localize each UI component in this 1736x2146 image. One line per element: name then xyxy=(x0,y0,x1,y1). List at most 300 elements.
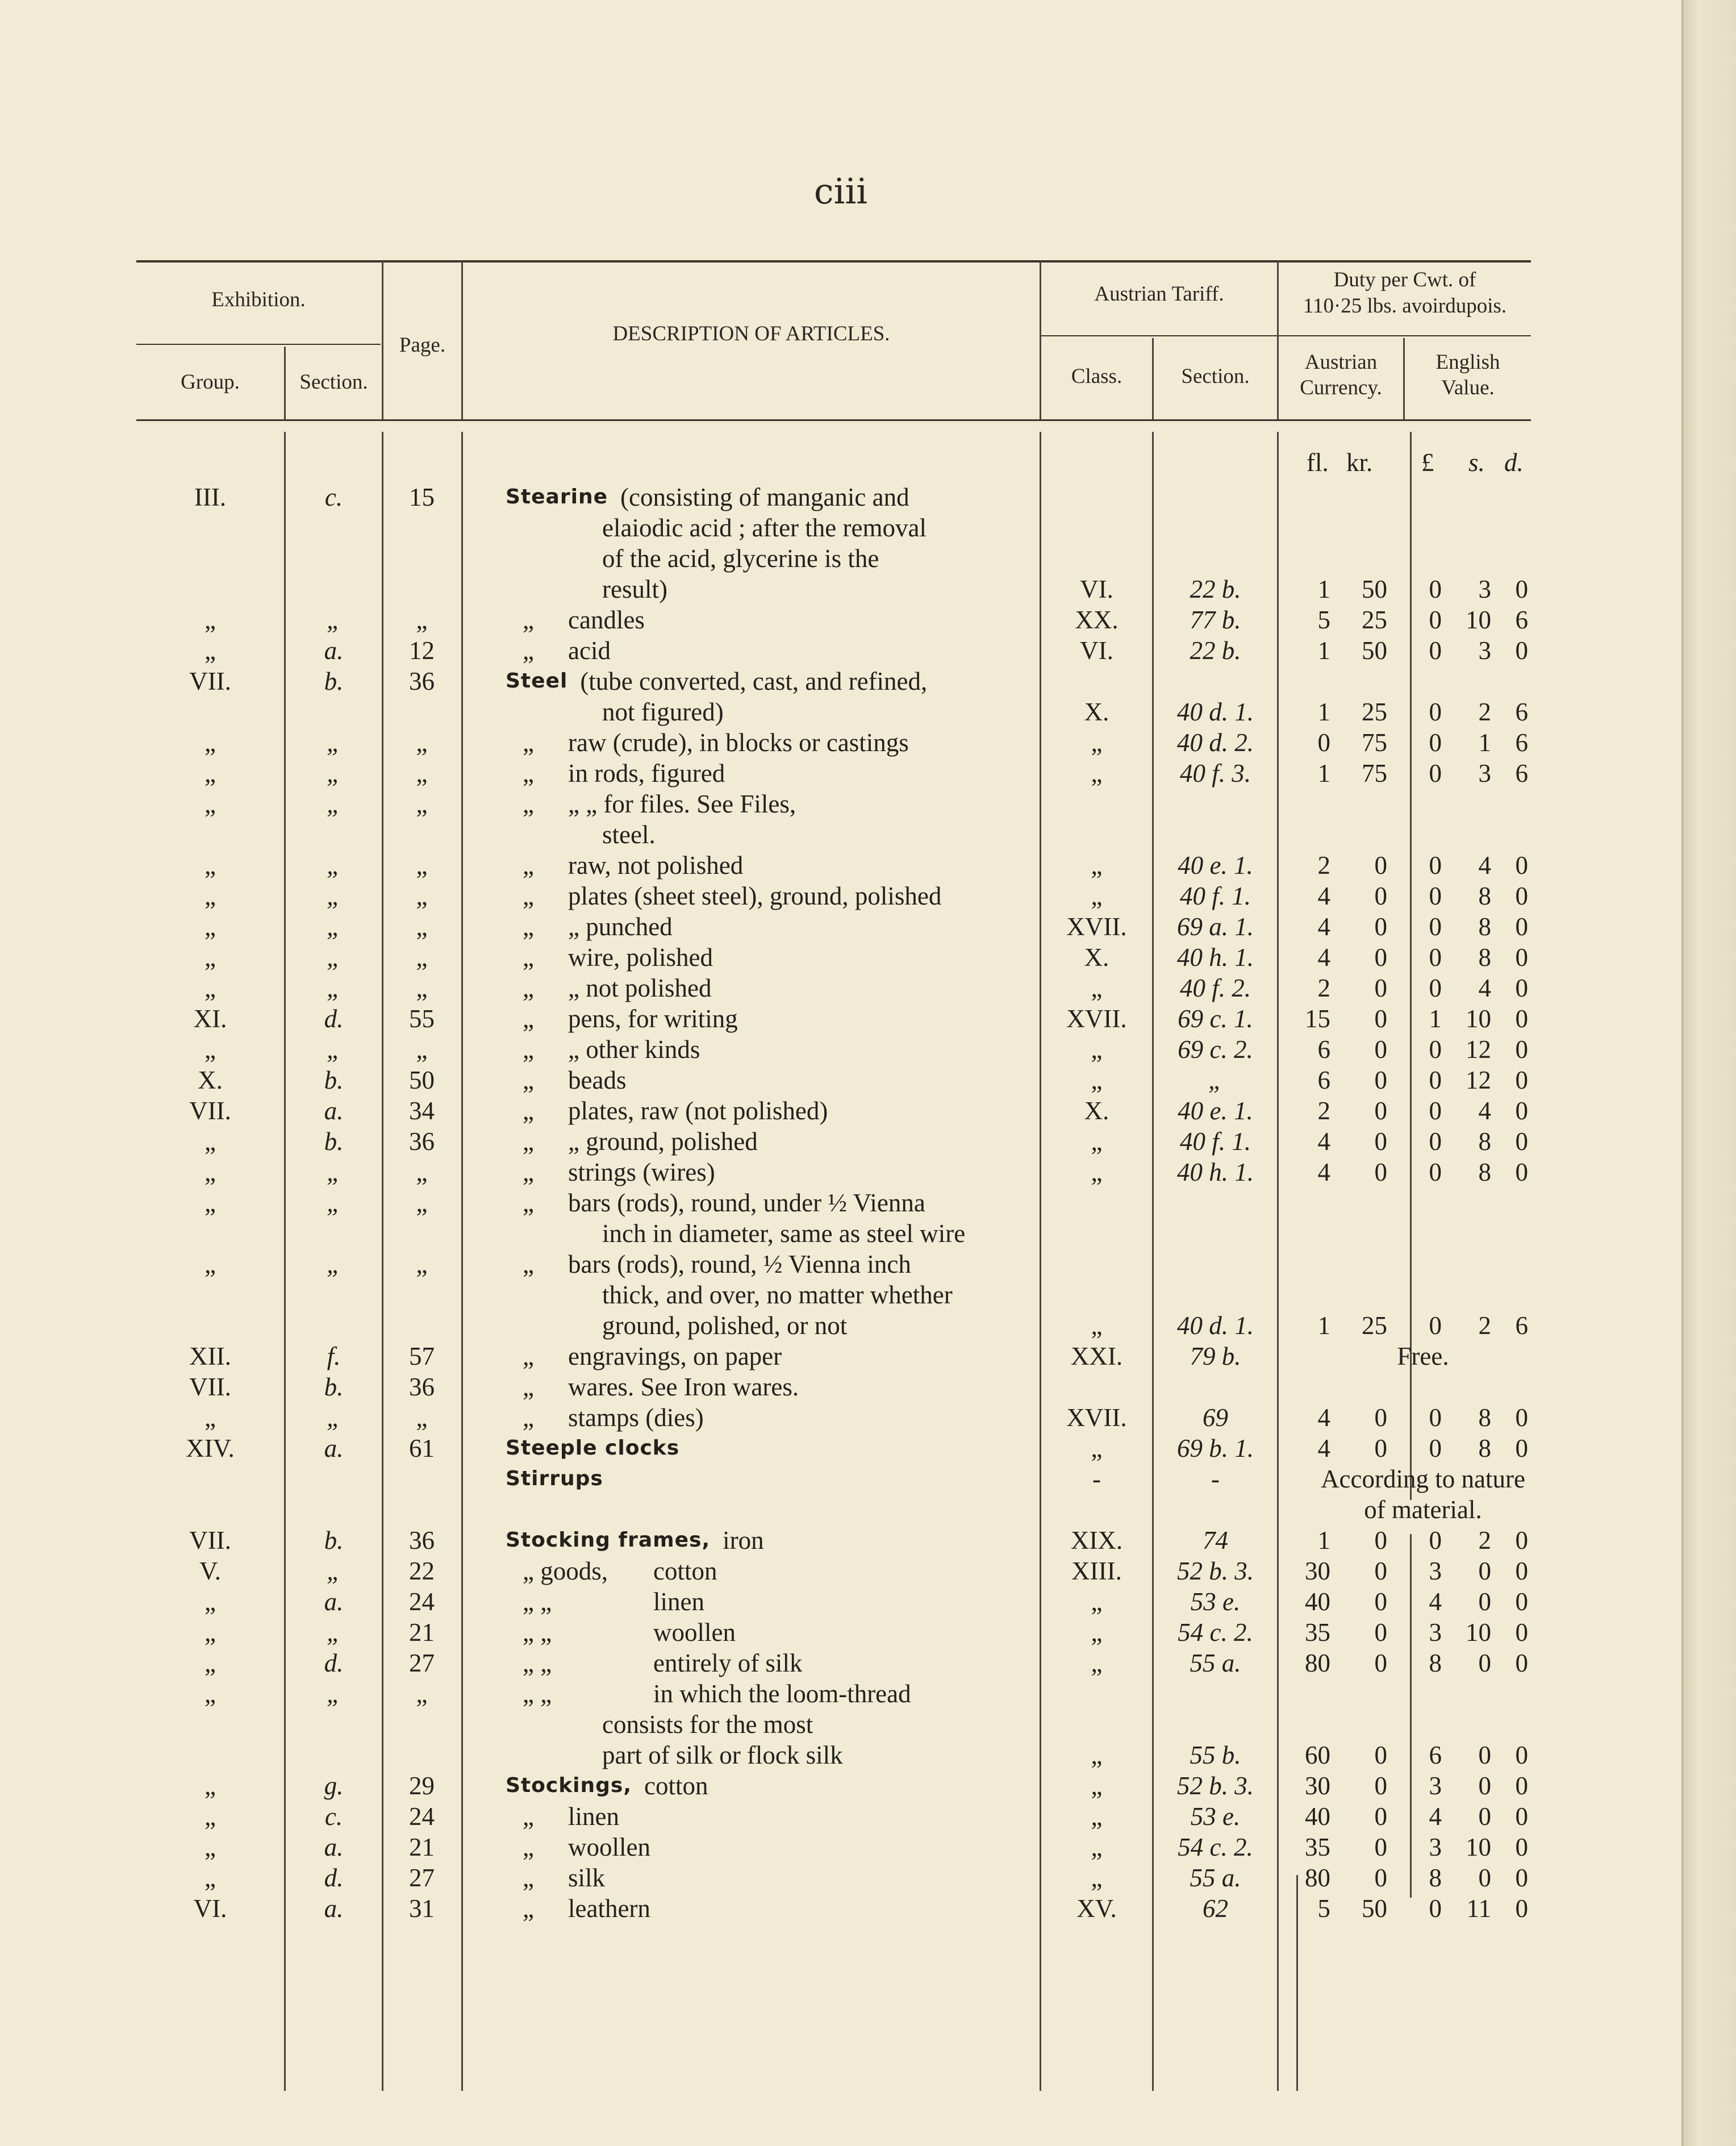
row-class: X. xyxy=(1084,698,1109,726)
row-page: 36 xyxy=(409,1127,435,1156)
row-tariff-section: 54 c. 2. xyxy=(1178,1833,1253,1861)
row-page: „ xyxy=(416,1250,428,1278)
row-section: b. xyxy=(324,1373,344,1401)
row-class: „ xyxy=(1091,1833,1103,1861)
row-kreuzer: 0 xyxy=(1374,1097,1387,1125)
row-shillings: 0 xyxy=(1478,1557,1491,1585)
row-description: plates, raw (not polished) xyxy=(568,1097,828,1125)
row-tariff-section: 40 d. 1. xyxy=(1177,1311,1254,1340)
row-pence: 0 xyxy=(1515,1127,1528,1156)
row-group: „ xyxy=(205,606,216,634)
row-class: „ xyxy=(1091,1066,1103,1094)
row-pounds: 4 xyxy=(1429,1802,1442,1831)
row-kreuzer: 0 xyxy=(1374,882,1387,910)
row-description: result) xyxy=(602,575,667,603)
row-page: 24 xyxy=(409,1587,435,1616)
row-page: „ xyxy=(416,606,428,634)
header-section: Section. xyxy=(299,370,368,394)
row-description: woollen xyxy=(568,1833,650,1861)
row-keyword: „ xyxy=(523,974,534,1002)
row-tariff-section: 40 h. 1. xyxy=(1177,1158,1254,1186)
row-pounds: 0 xyxy=(1429,912,1442,941)
row-keyword: „ xyxy=(523,1342,534,1370)
unit-kr: kr. xyxy=(1346,448,1373,477)
row-page: „ xyxy=(416,1680,428,1708)
row-keyword: „ xyxy=(523,912,534,941)
row-section: „ xyxy=(326,851,341,880)
row-description: wire, polished xyxy=(568,943,713,972)
row-pence: 0 xyxy=(1515,1772,1528,1800)
row-page: 36 xyxy=(409,1373,435,1401)
row-description: in which the loom-thread xyxy=(653,1680,911,1708)
row-description: „ other kinds xyxy=(568,1035,700,1064)
row-pounds: 0 xyxy=(1429,759,1442,787)
row-pounds: 0 xyxy=(1429,1311,1442,1340)
row-page: „ xyxy=(416,1035,428,1064)
row-class: XX. xyxy=(1075,606,1119,634)
row-section: „ xyxy=(326,1189,341,1217)
row-group: „ xyxy=(205,1618,216,1647)
header-austrian-currency-2: Currency. xyxy=(1300,376,1382,399)
row-tariff-section: 69 c. 2. xyxy=(1178,1035,1253,1064)
row-shillings: 8 xyxy=(1478,943,1491,972)
row-description: raw (crude), in blocks or castings xyxy=(568,728,909,757)
row-class: „ xyxy=(1091,974,1103,1002)
row-pence: 0 xyxy=(1515,1618,1528,1647)
row-group: VII. xyxy=(189,1373,231,1401)
row-keyword: „ xyxy=(523,1005,534,1033)
row-section: a. xyxy=(324,1833,344,1861)
unit-shilling: s. xyxy=(1468,448,1485,477)
row-shillings: 10 xyxy=(1466,606,1491,634)
row-group: XII. xyxy=(189,1342,231,1370)
row-tariff-section: 69 c. 1. xyxy=(1178,1005,1253,1033)
row-florins: 4 xyxy=(1317,943,1330,972)
row-pounds: 3 xyxy=(1429,1557,1442,1585)
row-description: not figured) xyxy=(602,698,724,726)
row-description: plates (sheet steel), ground, polished xyxy=(568,882,942,910)
row-kreuzer: 0 xyxy=(1374,851,1387,880)
row-shillings: 8 xyxy=(1478,1403,1491,1432)
row-class: XVII. xyxy=(1066,1403,1127,1432)
row-class: XVII. xyxy=(1066,912,1127,941)
row-description: of the acid, glycerine is the xyxy=(602,544,879,573)
row-section: f. xyxy=(327,1342,341,1370)
row-shillings: 10 xyxy=(1466,1005,1491,1033)
row-tariff-section: 40 f. 1. xyxy=(1179,1127,1251,1156)
duty-sub-rule xyxy=(1278,335,1531,336)
row-page: 15 xyxy=(409,483,435,511)
row-keyword: „ „ xyxy=(523,1618,552,1647)
row-class: XIX. xyxy=(1070,1526,1123,1555)
row-florins: 1 xyxy=(1317,698,1330,726)
row-tariff-section: „ xyxy=(1208,1066,1223,1094)
row-kreuzer: 75 xyxy=(1362,759,1387,787)
row-shillings: 3 xyxy=(1478,636,1491,665)
row-tariff-section: 77 b. xyxy=(1190,606,1241,634)
tariff-sub-rule xyxy=(1040,335,1278,336)
row-keyword: „ xyxy=(523,1894,534,1923)
row-description: in rods, figured xyxy=(568,759,725,787)
row-keyword: „ xyxy=(523,1189,534,1217)
row-pounds: 0 xyxy=(1429,575,1442,603)
row-keyword: „ xyxy=(523,790,534,818)
row-description: wares. See Iron wares. xyxy=(568,1373,799,1401)
row-pounds: 3 xyxy=(1429,1618,1442,1647)
row-group: „ xyxy=(205,1649,216,1677)
row-description: elaiodic acid ; after the removal xyxy=(602,514,927,542)
row-description: beads xyxy=(568,1066,627,1094)
row-pounds: 0 xyxy=(1429,943,1442,972)
row-group: „ xyxy=(205,1587,216,1616)
row-group: „ xyxy=(205,728,216,757)
row-section: a. xyxy=(324,1894,344,1923)
row-shillings: 10 xyxy=(1466,1833,1491,1861)
row-pounds: 6 xyxy=(1429,1741,1442,1769)
row-group: „ xyxy=(205,1250,216,1278)
row-keyword: „ „ xyxy=(523,1587,552,1616)
row-class: „ xyxy=(1091,1772,1103,1800)
row-pounds: 0 xyxy=(1429,1158,1442,1186)
row-pence: 6 xyxy=(1515,759,1528,787)
row-pounds: 0 xyxy=(1429,1066,1442,1094)
row-class: „ xyxy=(1091,882,1103,910)
row-kreuzer: 0 xyxy=(1374,912,1387,941)
row-florins: 6 xyxy=(1317,1066,1330,1094)
row-tariff-section: 40 e. 1. xyxy=(1178,1097,1253,1125)
row-shillings: 0 xyxy=(1478,1587,1491,1616)
row-pence: 0 xyxy=(1515,1158,1528,1186)
row-shillings: 4 xyxy=(1478,851,1491,880)
row-keyword: „ xyxy=(523,728,534,757)
row-pounds: 0 xyxy=(1429,974,1442,1002)
row-keyword: Stearine xyxy=(506,485,608,509)
row-description: ground, polished, or not xyxy=(602,1311,848,1340)
row-section: „ xyxy=(326,606,341,634)
row-kreuzer: 0 xyxy=(1374,1864,1387,1892)
row-section: c. xyxy=(324,1802,343,1831)
row-keyword: Steel xyxy=(506,669,568,693)
unit-pound: £ xyxy=(1421,448,1434,477)
header-duty-line2: 110·25 lbs. avoirdupois. xyxy=(1303,294,1507,318)
row-group: „ xyxy=(205,943,216,972)
row-keyword: „ xyxy=(523,606,534,634)
row-pence: 0 xyxy=(1515,1741,1528,1769)
row-class: VI. xyxy=(1080,575,1113,603)
row-tariff-section: 53 e. xyxy=(1190,1802,1241,1831)
row-description: consists for the most xyxy=(602,1710,813,1739)
row-florins: 35 xyxy=(1305,1618,1330,1647)
row-description: linen xyxy=(568,1802,619,1831)
row-keyword: „ xyxy=(523,1373,534,1401)
row-shillings: 2 xyxy=(1478,1311,1491,1340)
header-group: Group. xyxy=(181,370,240,394)
row-group: „ xyxy=(205,1189,216,1217)
row-kreuzer: 25 xyxy=(1362,698,1387,726)
row-group: „ xyxy=(205,636,216,665)
row-description: linen xyxy=(653,1587,704,1616)
row-pence: 0 xyxy=(1515,882,1528,910)
row-group: III. xyxy=(194,483,227,511)
row-keyword: „ xyxy=(523,1127,534,1156)
row-keyword: „ xyxy=(523,943,534,972)
row-kreuzer: 50 xyxy=(1362,1894,1387,1923)
row-class: VI. xyxy=(1080,636,1113,665)
row-kreuzer: 0 xyxy=(1374,1066,1387,1094)
row-group: V. xyxy=(199,1557,221,1585)
row-pence: 0 xyxy=(1515,1649,1528,1677)
row-kreuzer: 0 xyxy=(1374,1802,1387,1831)
row-kreuzer: 50 xyxy=(1362,636,1387,665)
row-class: „ xyxy=(1091,728,1103,757)
row-tariff-section: 54 c. 2. xyxy=(1178,1618,1253,1647)
page-number: ciii xyxy=(813,170,868,212)
row-pounds: 0 xyxy=(1429,1097,1442,1125)
row-pence: 0 xyxy=(1515,1894,1528,1923)
row-description: „ „ for files. See Files, xyxy=(568,790,796,818)
row-shillings: 0 xyxy=(1478,1741,1491,1769)
row-class: XV. xyxy=(1076,1894,1117,1923)
row-class: „ xyxy=(1091,1127,1103,1156)
row-group: X. xyxy=(198,1066,223,1094)
row-florins: 4 xyxy=(1317,1434,1330,1462)
row-class: „ xyxy=(1091,759,1103,787)
row-description: silk xyxy=(568,1864,606,1892)
row-pounds: 0 xyxy=(1429,851,1442,880)
row-tariff-section: 69 xyxy=(1203,1403,1228,1432)
row-florins: 4 xyxy=(1317,1158,1330,1186)
row-section: „ xyxy=(326,912,341,941)
row-pounds: 3 xyxy=(1429,1772,1442,1800)
row-kreuzer: 0 xyxy=(1374,1127,1387,1156)
header-exhibition: Exhibition. xyxy=(211,288,306,311)
header-class: Class. xyxy=(1071,365,1122,388)
row-group: VII. xyxy=(189,667,231,695)
row-pounds: 0 xyxy=(1429,698,1442,726)
row-section: d. xyxy=(324,1005,344,1033)
row-keyword: „ xyxy=(523,1864,534,1892)
row-class: „ xyxy=(1091,1587,1103,1616)
row-page: 57 xyxy=(409,1342,435,1370)
row-description: bars (rods), round, ½ Vienna inch xyxy=(568,1250,911,1278)
row-florins: 35 xyxy=(1305,1833,1330,1861)
row-section: b. xyxy=(324,667,344,695)
row-kreuzer: 0 xyxy=(1374,1403,1387,1432)
row-florins: 5 xyxy=(1317,1894,1330,1923)
row-florins: 2 xyxy=(1317,1097,1330,1125)
row-tariff-section: 79 b. xyxy=(1190,1342,1241,1370)
exhibition-sub-rule xyxy=(136,344,381,345)
row-kreuzer: 0 xyxy=(1374,1526,1387,1555)
row-shillings: 1 xyxy=(1478,728,1491,757)
row-keyword: Stockings, xyxy=(506,1774,632,1797)
row-pence: 0 xyxy=(1515,974,1528,1002)
row-group: VI. xyxy=(193,1894,227,1923)
row-description: bars (rods), round, under ½ Vienna xyxy=(568,1189,925,1217)
row-group: „ xyxy=(205,1864,216,1892)
row-tariff-section: 40 f. 1. xyxy=(1179,882,1251,910)
row-description: engravings, on paper xyxy=(568,1342,782,1370)
row-shillings: 8 xyxy=(1478,882,1491,910)
row-shillings: 3 xyxy=(1478,575,1491,603)
row-kreuzer: 0 xyxy=(1374,1035,1387,1064)
row-keyword: Steeple clocks xyxy=(506,1436,680,1460)
row-tariff-section: 22 b. xyxy=(1190,636,1241,665)
row-page: 31 xyxy=(409,1894,435,1923)
row-description: steel. xyxy=(602,820,656,849)
row-shillings: 8 xyxy=(1478,1127,1491,1156)
row-kreuzer: 0 xyxy=(1374,1005,1387,1033)
row-pence: 0 xyxy=(1515,1526,1528,1555)
row-class: X. xyxy=(1084,943,1109,972)
row-tariff-section: - xyxy=(1211,1465,1220,1493)
row-page: „ xyxy=(416,912,428,941)
row-pence: 0 xyxy=(1515,1802,1528,1831)
row-florins: 4 xyxy=(1317,882,1330,910)
row-section: „ xyxy=(326,728,341,757)
row-section: „ xyxy=(326,1403,341,1432)
row-description: stamps (dies) xyxy=(568,1403,704,1432)
row-shillings: 8 xyxy=(1478,1434,1491,1462)
row-page: 24 xyxy=(409,1802,435,1831)
row-tariff-section: 40 h. 1. xyxy=(1177,943,1254,972)
row-description: inch in diameter, same as steel wire xyxy=(602,1219,966,1248)
row-class: X. xyxy=(1084,1097,1109,1125)
header-english-value-1: English xyxy=(1435,351,1500,374)
row-florins: 15 xyxy=(1305,1005,1330,1033)
row-kreuzer: 25 xyxy=(1362,606,1387,634)
row-description: pens, for writing xyxy=(568,1005,738,1033)
row-section: b. xyxy=(324,1526,344,1555)
row-section: „ xyxy=(326,759,341,787)
row-class: - xyxy=(1092,1465,1101,1493)
row-florins: 6 xyxy=(1317,1035,1330,1064)
row-page: „ xyxy=(416,1158,428,1186)
row-keyword: „ xyxy=(523,1066,534,1094)
row-class: „ xyxy=(1091,1802,1103,1831)
row-keyword: „ xyxy=(523,1250,534,1278)
row-florins: 0 xyxy=(1317,728,1330,757)
row-section: b. xyxy=(324,1127,344,1156)
row-section: a. xyxy=(324,1434,344,1462)
row-pence: 0 xyxy=(1515,1066,1528,1094)
row-florins: 40 xyxy=(1305,1587,1330,1616)
row-group: „ xyxy=(205,1833,216,1861)
row-keyword: Stirrups xyxy=(506,1467,603,1490)
row-pounds: 0 xyxy=(1429,1127,1442,1156)
header-bottom-rule xyxy=(136,419,1531,421)
row-shillings: 3 xyxy=(1478,759,1491,787)
row-class: „ xyxy=(1091,1434,1103,1462)
row-section: d. xyxy=(324,1649,344,1677)
row-page: 21 xyxy=(409,1833,435,1861)
row-shillings: 0 xyxy=(1478,1802,1491,1831)
row-kreuzer: 25 xyxy=(1362,1311,1387,1340)
row-keyword: „ xyxy=(523,1802,534,1831)
row-pounds: 1 xyxy=(1429,1005,1442,1033)
row-keyword: „ „ xyxy=(523,1649,552,1677)
row-page: 55 xyxy=(409,1005,435,1033)
row-kreuzer: 0 xyxy=(1374,1434,1387,1462)
row-florins: 4 xyxy=(1317,912,1330,941)
row-description: thick, and over, no matter whether xyxy=(602,1281,953,1309)
row-group: „ xyxy=(205,912,216,941)
row-group: „ xyxy=(205,974,216,1002)
row-shillings: 12 xyxy=(1466,1035,1491,1064)
row-pounds: 8 xyxy=(1429,1864,1442,1892)
row-section: d. xyxy=(324,1864,344,1892)
row-group: VII. xyxy=(189,1526,231,1555)
row-pence: 0 xyxy=(1515,1097,1528,1125)
row-description: part of silk or flock silk xyxy=(602,1741,843,1769)
row-tariff-section: 52 b. 3. xyxy=(1177,1772,1254,1800)
row-shillings: 10 xyxy=(1466,1618,1491,1647)
row-kreuzer: 0 xyxy=(1374,1649,1387,1677)
row-pounds: 0 xyxy=(1429,606,1442,634)
row-florins: 30 xyxy=(1305,1557,1330,1585)
row-tariff-section: 22 b. xyxy=(1190,575,1241,603)
row-description: (consisting of manganic and xyxy=(620,483,909,511)
row-description: cotton xyxy=(644,1772,708,1800)
row-class: „ xyxy=(1091,1741,1103,1769)
row-group: VII. xyxy=(189,1097,231,1125)
row-page: 29 xyxy=(409,1772,435,1800)
row-tariff-section: 53 e. xyxy=(1190,1587,1241,1616)
header-duty-line1: Duty per Cwt. of xyxy=(1333,268,1476,291)
row-keyword: „ xyxy=(523,759,534,787)
row-florins: 2 xyxy=(1317,851,1330,880)
row-kreuzer: 50 xyxy=(1362,575,1387,603)
row-keyword: „ „ xyxy=(523,1680,552,1708)
row-shillings: 11 xyxy=(1466,1894,1491,1923)
row-description: candles xyxy=(568,606,645,634)
row-group: „ xyxy=(205,1802,216,1831)
row-florins: 60 xyxy=(1305,1741,1330,1769)
row-section: c. xyxy=(324,483,343,511)
row-pence: 0 xyxy=(1515,1864,1528,1892)
row-tariff-section: 55 a. xyxy=(1190,1864,1241,1892)
row-florins: 1 xyxy=(1317,1311,1330,1340)
row-section: „ xyxy=(326,1035,341,1064)
row-pence: 6 xyxy=(1515,606,1528,634)
row-tariff-section: 74 xyxy=(1203,1526,1228,1555)
row-shillings: 2 xyxy=(1478,1526,1491,1555)
row-shillings: 12 xyxy=(1466,1066,1491,1094)
row-page: 34 xyxy=(409,1097,435,1125)
row-description: „ not polished xyxy=(568,974,712,1002)
row-pence: 6 xyxy=(1515,698,1528,726)
row-tariff-section: 40 f. 2. xyxy=(1179,974,1251,1002)
row-page: 36 xyxy=(409,667,435,695)
row-pounds: 8 xyxy=(1429,1649,1442,1677)
header-english-value-2: Value. xyxy=(1441,376,1495,399)
row-description: raw, not polished xyxy=(568,851,744,880)
row-section: a. xyxy=(324,636,344,665)
row-tariff-section: 62 xyxy=(1203,1894,1228,1923)
row-group: „ xyxy=(205,1680,216,1708)
row-page: „ xyxy=(416,974,428,1002)
row-keyword: „ xyxy=(523,1035,534,1064)
row-kreuzer: 0 xyxy=(1374,1557,1387,1585)
row-description: iron xyxy=(723,1526,764,1555)
row-pence: 0 xyxy=(1515,1403,1528,1432)
row-florins: 1 xyxy=(1317,575,1330,603)
page-edge xyxy=(1681,0,1736,2146)
row-group: „ xyxy=(205,1772,216,1800)
row-pence: 6 xyxy=(1515,728,1528,757)
col-divider xyxy=(284,432,286,2091)
row-shillings: 4 xyxy=(1478,1097,1491,1125)
